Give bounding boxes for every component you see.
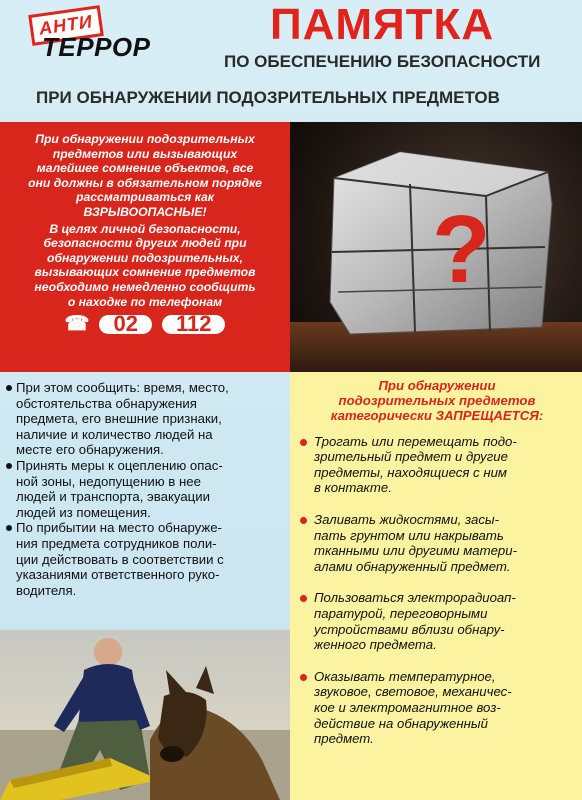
- list-line: Принять меры к оцеплению опас-: [16, 457, 223, 473]
- prohibited-item: [300, 669, 574, 747]
- list-item: [6, 380, 286, 458]
- list-line: наличие и количество людей на: [16, 426, 213, 442]
- ban-line: устройствами вблизи обнару-: [314, 621, 505, 637]
- ban-line: кое и электромагнитное воз-: [314, 699, 501, 715]
- prohibited-item: [300, 590, 574, 652]
- package-illustration: [290, 122, 582, 372]
- list-line: При этом сообщить: время, место,: [16, 380, 229, 395]
- warning-line: необходимо немедленно сообщить: [34, 279, 256, 294]
- warning-paragraph-1: [10, 132, 280, 220]
- ban-line: пать грунтом или накрывать: [314, 527, 504, 543]
- question-mark-icon: ?: [432, 196, 491, 303]
- heading-line: подозрительных предметов: [338, 393, 536, 409]
- ban-line: звуковое, световое, механичес-: [314, 684, 512, 700]
- list-item: [6, 458, 286, 520]
- ban-line: зрительный предмет и другие: [314, 449, 508, 465]
- list-line: ции действовать в соответствии с: [16, 551, 224, 567]
- explosive-warning: ВЗРЫВООПАСНЫЕ!: [83, 204, 207, 219]
- warning-line: предметов или вызывающих: [52, 146, 238, 161]
- ban-line: предмет.: [314, 731, 374, 747]
- list-line: указаниями ответственного руко-: [16, 567, 220, 583]
- list-line: ной зоны, недопущению в нее: [16, 473, 201, 489]
- subtitle-line-2: ПРИ ОБНАРУЖЕНИИ ПОДОЗРИТЕЛЬНЫХ ПРЕДМЕТОВ: [36, 88, 500, 107]
- heading-line: При обнаружении: [378, 378, 496, 393]
- warning-line: При обнаружении подозрительных: [35, 132, 255, 146]
- ban-line: тканными или другими матери-: [314, 543, 517, 559]
- warning-line: малейшее сомнение объектов, все: [36, 161, 254, 176]
- prohibited-item: [300, 512, 574, 574]
- ban-line: Пользоваться электрорадиоап-: [314, 590, 516, 606]
- warning-line: В целях личной безопасности,: [49, 221, 241, 236]
- ban-line: алами обнаруженный предмет.: [314, 558, 511, 574]
- list-item: [6, 520, 286, 598]
- instruction-list: [0, 372, 290, 598]
- ban-line: в контакте.: [314, 480, 392, 496]
- officer-with-dog-photo: [0, 630, 290, 800]
- warning-paragraph-2: [10, 222, 280, 310]
- list-line: По прибытии на место обнаруже-: [16, 520, 222, 536]
- ban-line: женного предмета.: [314, 637, 437, 653]
- anti-terror-logo: [24, 10, 174, 68]
- suspicious-package-image: [290, 122, 582, 372]
- warning-line: они должны в обязательном порядке: [28, 175, 262, 190]
- list-line: месте его обнаружения.: [16, 442, 164, 458]
- emergency-phones: [10, 311, 280, 337]
- phone-number-112: 112: [162, 315, 226, 334]
- ban-line: Трогать или перемещать подо-: [314, 433, 517, 449]
- warning-line: обнаружении подозрительных,: [47, 250, 243, 265]
- warning-line: вызывающих сомнение предметов: [34, 265, 256, 280]
- logo-terror-text: ТЕРРОР: [42, 32, 151, 62]
- ban-line: Оказывать температурное,: [314, 668, 496, 684]
- list-line: водителя.: [16, 582, 77, 598]
- prohibited-panel: [290, 372, 582, 800]
- list-line: обстоятельства обнаружения: [16, 395, 197, 411]
- prohibited-item: [300, 434, 574, 496]
- list-line: людей и транспорта, эвакуации: [16, 489, 210, 505]
- list-line: ния предмета сотрудников поли-: [16, 535, 217, 551]
- page-title: ПАМЯТКА: [270, 0, 495, 49]
- prohibited-heading: [300, 378, 574, 424]
- warning-line: о находке по телефонам: [67, 294, 223, 309]
- ban-line: предметы, находящиеся с ним: [314, 464, 507, 480]
- list-line: людей из помещения.: [16, 504, 151, 520]
- phone-number-02: 02: [99, 315, 151, 334]
- ban-line: Заливать жидкостями, засы-: [314, 511, 500, 527]
- ban-line: действие на обнаруженный: [314, 715, 488, 731]
- logo-anti-text: АНТИ: [28, 5, 104, 46]
- warning-line: рассматриваться как: [76, 190, 214, 205]
- ban-line: паратурой, переговорными: [314, 605, 488, 621]
- heading-line: категорически ЗАПРЕЩАЕТСЯ:: [330, 408, 544, 424]
- list-line: предмета, его внешние признаки,: [16, 411, 222, 427]
- telephone-icon: ☎: [64, 313, 90, 336]
- warning-line: безопасности других людей при: [43, 236, 247, 251]
- officer-dog-illustration: [0, 630, 290, 800]
- subtitle-line-1: ПО ОБЕСПЕЧЕНИЮ БЕЗОПАСНОСТИ: [224, 52, 541, 71]
- warning-panel: [0, 122, 290, 372]
